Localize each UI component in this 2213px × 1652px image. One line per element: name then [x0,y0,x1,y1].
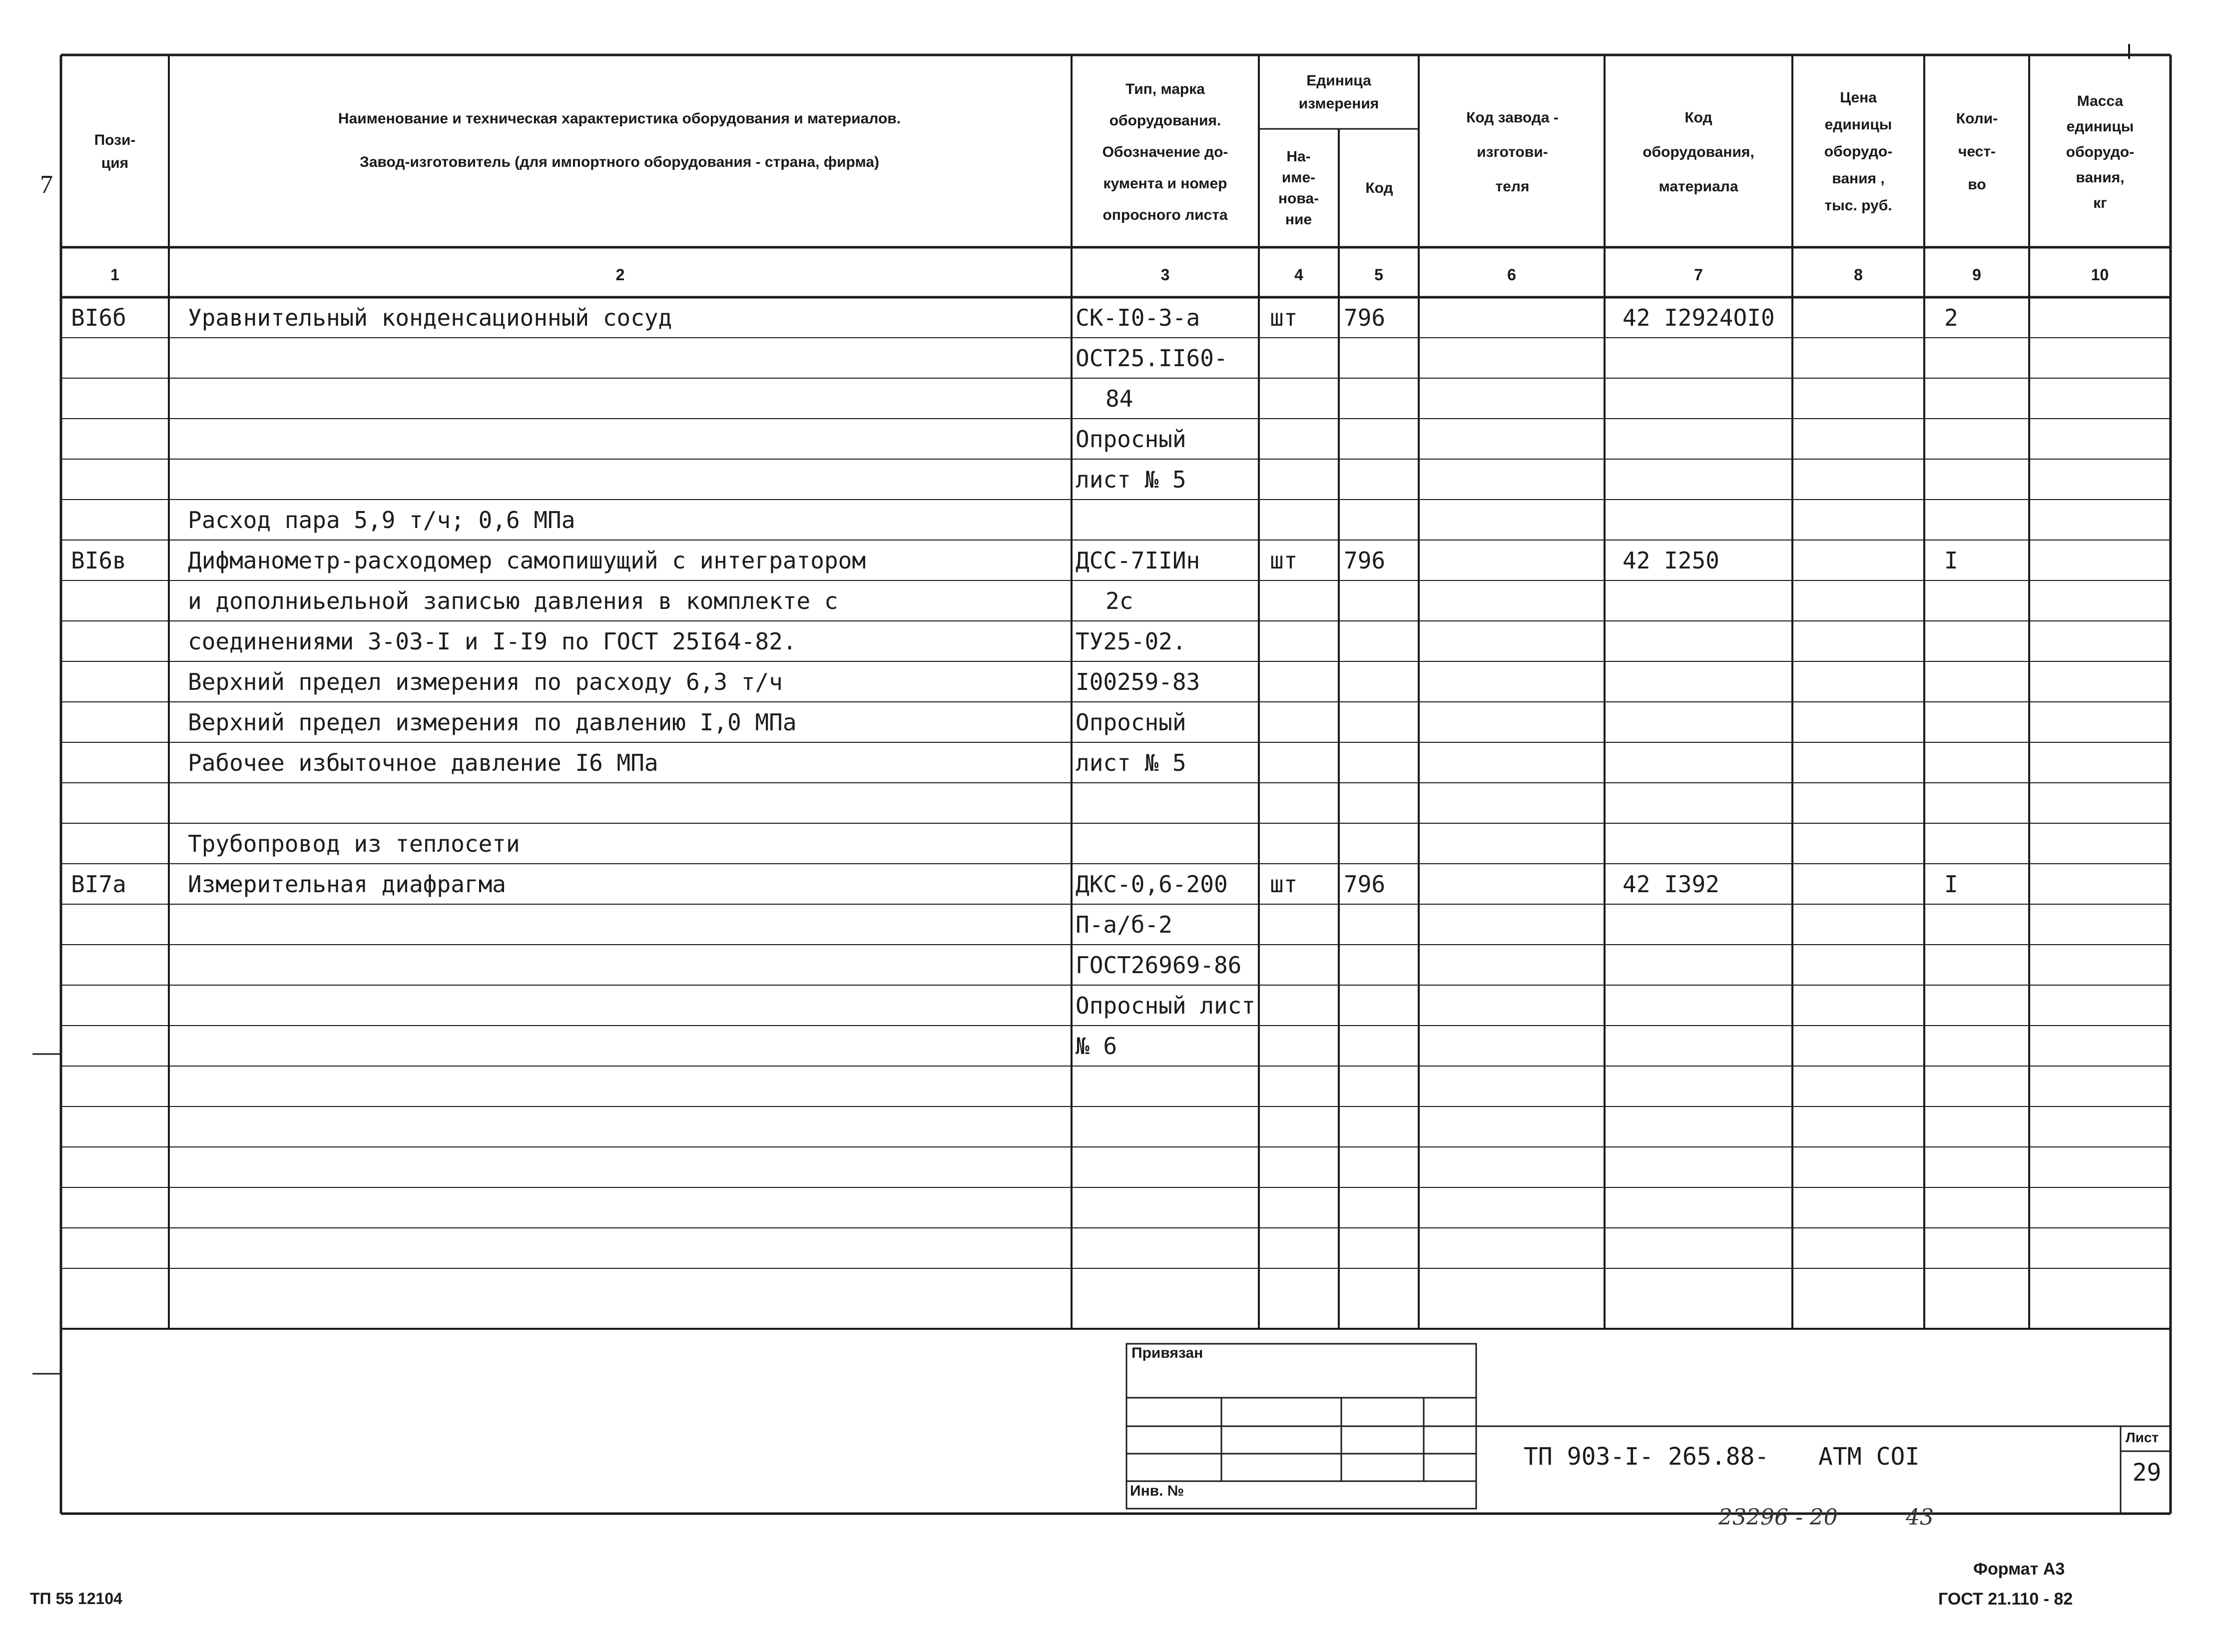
standard-label: ГОСТ 21.110 - 82 [1938,1590,2073,1609]
cell-type: ДСС-7IIИн [1076,547,1200,574]
cell-position: BI7а [71,871,126,898]
cell-type: Опросный [1076,709,1186,736]
cell-type: 84 [1106,385,1133,412]
page-number: 43 [1906,1505,1934,1530]
header-position: Пози- ция [94,131,136,171]
header-name-line1: Наименование и техническая характеристика оборудования и материалов. [338,110,901,127]
cell-name: Дифманометр-расходомер самопишущий с интегратором [188,547,866,574]
cell-position: BI6в [71,547,126,574]
cell-type: 2с [1106,587,1133,614]
cell-name: Трубопровод из теплосети [188,830,520,857]
sheet-number: 29 [2132,1459,2162,1487]
cell-name: Верхний предел измерения по давлению I,0 МПа [188,709,797,736]
header-unit-group: Единица измерения [1298,72,1379,112]
stamp-inv-no-label: Инв. № [1130,1483,1184,1499]
header-unit-code: Код [1365,179,1393,196]
cell-type: П-а/б-2 [1076,911,1172,938]
handwritten-number: 23296 - 20 [1718,1505,1838,1530]
cell-equipment-code: 42 I392 [1623,871,1719,898]
cell-name: соединениями 3-03-I и I-I9 по ГОСТ 25I64-82. [188,628,797,655]
cell-name: Рабочее избыточное давление I6 МПа [188,749,658,776]
cell-equipment-code: 42 I250 [1623,547,1719,574]
cell-type: ГОСТ26969-86 [1076,952,1242,979]
cell-unit-code: 796 [1344,304,1386,331]
cell-type: ОСТ25.II60- [1076,345,1228,372]
column-number: 2 [615,265,625,284]
cell-name: Верхний предел измерения по расходу 6,3 т/ч [188,668,783,695]
cell-type: Опросный [1076,426,1186,453]
header-manufacturer-code: Код завода - изготови- теля [1466,109,1559,195]
header-type: Тип, марка оборудования. Обозначение до- кумента и номер опросного листа [1102,80,1228,223]
column-number: 5 [1374,265,1383,284]
cell-quantity: 2 [1944,304,1958,331]
stamp-linked-label: Привязан [1131,1345,1203,1361]
tp-code-label: ТП 55 12104 [30,1590,122,1608]
cell-type: лист № 5 [1076,466,1186,493]
cell-unit: шт [1270,304,1298,331]
column-number: 3 [1160,265,1170,284]
cell-type: ДКС-0,6-200 [1076,871,1228,898]
cell-equipment-code: 42 I2924OI0 [1623,304,1775,331]
cell-name: Измерительная диафрагма [188,871,506,898]
cell-quantity: I [1944,871,1958,898]
cell-unit-code: 796 [1344,547,1386,574]
column-number: 1 [110,265,119,284]
header-unit-name: На- име- нова- ние [1278,148,1319,228]
header-quantity: Коли- чест- во [1956,110,1998,193]
cell-type: Опросный лист [1076,992,1256,1019]
album-code: АТМ COI [1818,1443,1920,1471]
cell-type: лист № 5 [1076,749,1186,776]
column-number: 8 [1854,265,1863,284]
margin-mark: 7 [40,170,53,199]
header-name-line2: Завод-изготовитель (для импортного оборудования - страна, фирма) [360,153,879,170]
column-number: 10 [2091,265,2109,284]
cell-name: Уравнительный конденсационный сосуд [188,304,672,331]
cell-unit-code: 796 [1344,871,1386,898]
cell-type: I00259-83 [1076,668,1200,695]
cell-quantity: I [1944,547,1958,574]
cell-unit: шт [1270,547,1298,574]
sheet-label: Лист [2126,1430,2159,1445]
cell-name: и дополниьельной записью давления в комплекте с [188,587,838,614]
document-code: ТП 903-I- 265.88- [1524,1443,1769,1471]
header-unit-mass: Масса единицы оборудо- вания, кг [2066,92,2135,211]
cell-name: Расход пара 5,9 т/ч; 0,6 МПа [188,507,575,534]
header-equipment-code: Код оборудования, материала [1643,109,1754,195]
column-number: 7 [1694,265,1703,284]
cell-unit: шт [1270,871,1298,898]
cell-type: № 6 [1076,1033,1117,1060]
header-unit-price: Цена единицы оборудо- вания , тыс. руб. [1824,89,1893,214]
column-number: 6 [1507,265,1516,284]
cell-type: ТУ25-02. [1076,628,1186,655]
header-name [170,57,1069,246]
cell-position: BI6б [71,304,126,331]
column-number: 9 [1972,265,1981,284]
column-number: 4 [1294,265,1303,284]
cell-type: СК-I0-3-а [1076,304,1200,331]
format-label: Формат А3 [1973,1560,2065,1579]
